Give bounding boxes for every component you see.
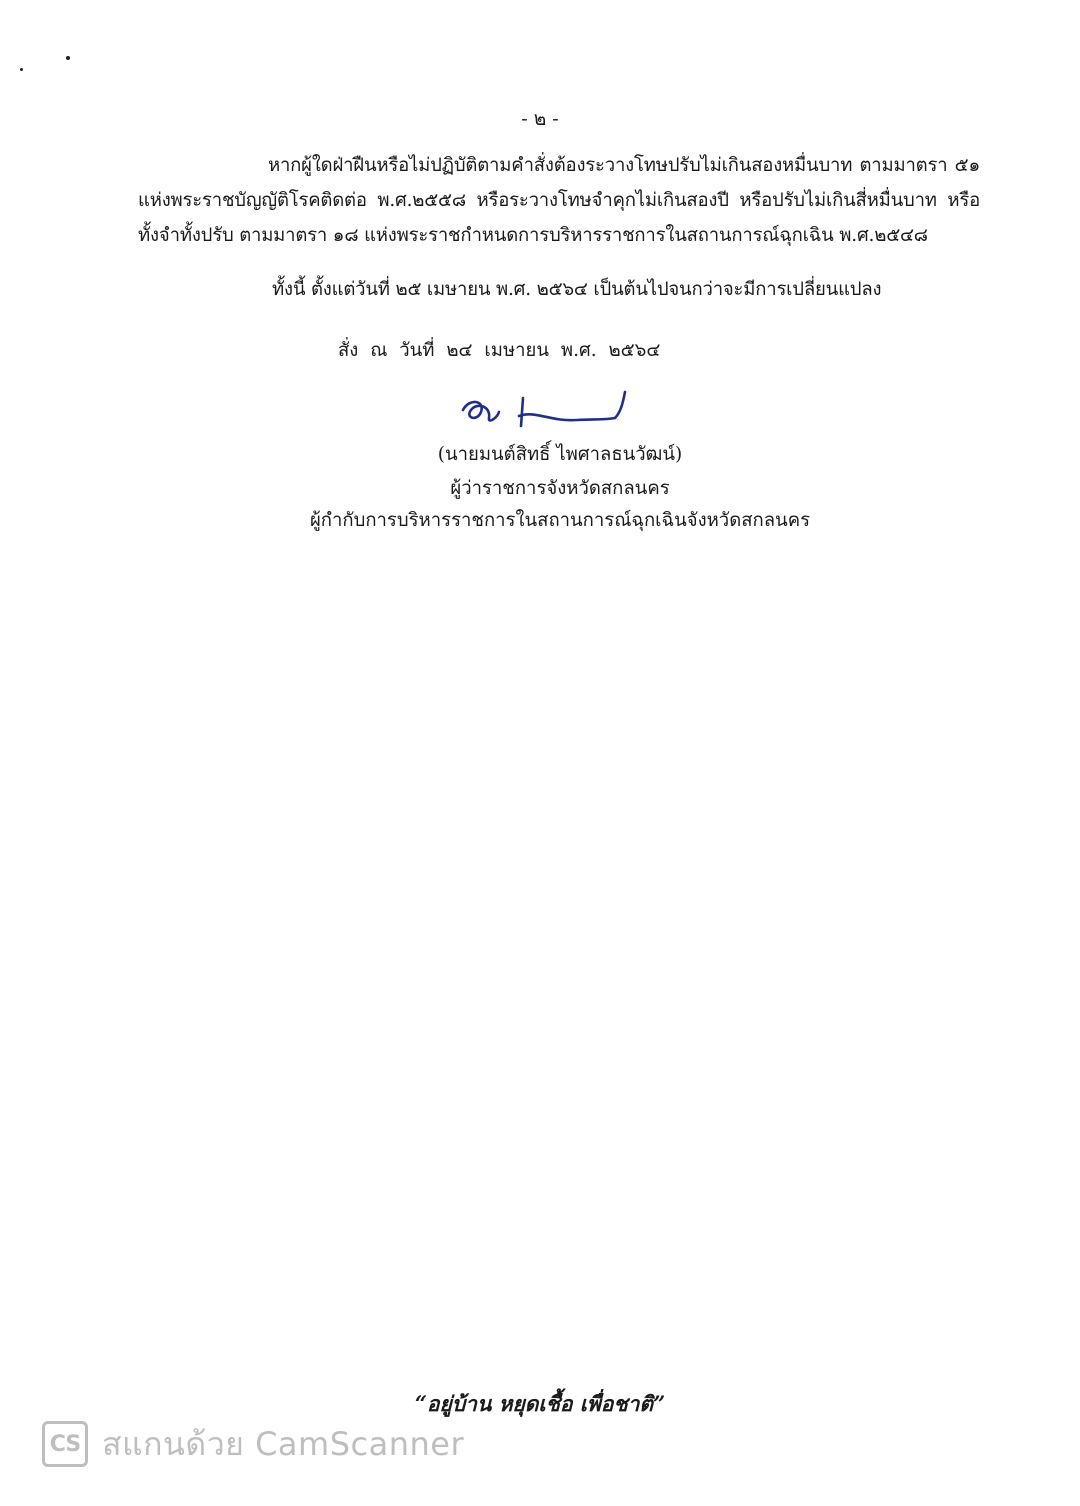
scan-speck bbox=[66, 56, 70, 60]
signer-title-governor: ผู้ว่าราชการจังหวัดสกลนคร bbox=[450, 478, 670, 499]
scan-speck bbox=[20, 68, 23, 71]
signer-name: (นายมนต์สิทธิ์ ไพศาลธนวัฒน์) bbox=[437, 444, 683, 465]
watermark-text: สแกนด้วย CamScanner bbox=[102, 1424, 465, 1463]
effective-date-paragraph: ทั้งนี้ ตั้งแต่วันที่ ๒๕ เมษายน พ.ศ. ๒๕๖๔ เป็นต้นไปจนกว่าจะมีการเปลี่ยนแปลง bbox=[272, 279, 882, 300]
handwritten-signature bbox=[455, 388, 635, 438]
camscanner-logo-icon: CS bbox=[42, 1421, 88, 1467]
penalty-paragraph-text: หากผู้ใดฝ่าฝืนหรือไม่ปฏิบัติตามคำสั่งต้องระวางโทษปรับไม่เกินสองหมื่นบาท ตามมาตรา ๕๑ แห่งพระราชบัญญัติโรคติดต่อ พ.ศ.๒๕๕๘ หรือระวางโทษจำคุกไม่เกินสองปี หรือปรับไม่เกินสี่หมื่นบาท หรือทั้งจำทั้งปรับ ตามมาตรา ๑๘ แห่งพระราชกำหนดการบริหารราชการในสถานการณ์ฉุกเฉิน พ.ศ.๒๕๔๘ bbox=[138, 155, 980, 246]
penalty-paragraph bbox=[138, 148, 980, 253]
page-number: - ๒ - bbox=[521, 108, 559, 130]
signer-title-emergency-supervisor: ผู้กำกับการบริหารราชการในสถานการณ์ฉุกเฉินจังหวัดสกลนคร bbox=[309, 510, 811, 531]
camscanner-watermark bbox=[42, 1418, 464, 1470]
order-date: สั่ง ณ วันที่ ๒๔ เมษายน พ.ศ. ๒๕๖๔ bbox=[338, 340, 661, 361]
slogan: “อยู่บ้าน หยุดเชื้อ เพื่อชาติ” bbox=[414, 1391, 666, 1416]
